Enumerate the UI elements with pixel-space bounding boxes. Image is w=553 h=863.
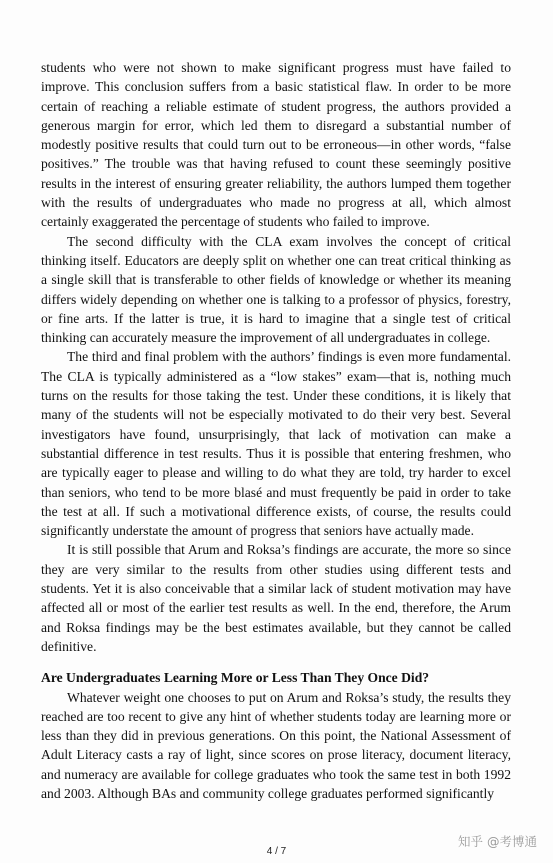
watermark-text: 知乎 @考博通	[458, 834, 537, 849]
body-paragraph-5: Whatever weight one chooses to put on Arum and Roksa’s study, the results they reached are too recent to give any hint of whether students today are learning more or less than they did in previous generations. On this point, the National Assessment of Adult Literacy casts a ray of light, since scores on prose literacy, document literacy, and numeracy are available for college graduates who took the same test in both 1992 and 2003. Although BAs and community college graduates performed significantly	[41, 689, 511, 801]
body-paragraph-2: The second difficulty with the CLA exam involves the concept of critical thinking itself. Educators are deeply split on whether one can treat critical thinking as a single skill that is transferable to other fields of knowledge or whether its meaning differs widely depending on whether one is talking to a professor of physics, forestry, or fine arts. If the latter is true, it is hard to imagine that a single test of critical thinking can accurately measure the improvement of all undergraduates in college.	[41, 233, 511, 346]
document-body	[41, 58, 511, 803]
body-paragraph-1: students who were not shown to make significant progress must have failed to improve. This conclusion suffers from a basic statistical flaw. In order to be more certain of reaching a reliable estimate of student progress, the authors provided a generous margin for error, which led them to disregard a substantial number of modestly positive results that could turn out to be erroneous—in other words, “false positives.” The trouble was that having refused to count these seemingly positive results in the interest of ensuring greater reliability, the authors lumped them together with the results of undergraduates who made no progress at all, which almost certainly exaggerated the percentage of students who failed to improve.	[41, 60, 511, 230]
body-paragraph-3: The third and final problem with the authors’ findings is even more fundamental. The CLA is typically administered as a “low stakes” exam—that is, nothing much turns on the results for those taking the test. Under these conditions, it is likely that many of the students will not be especially motivated to do their very best. Several investigators have found, unsurprisingly, that lack of motivation can make a substantial difference in test results. Thus it is possible that entering freshmen, who are typically eager to please and willing to do what they are told, try harder to excel than seniors, who tend to be more blasé and must frequently be paid in order to take the test at all. If such a motivational difference exists, of course, the results could significantly understate the amount of progress that seniors have actually made.	[41, 349, 511, 539]
body-paragraph-4: It is still possible that Arum and Roksa’s findings are accurate, the more so since they are very similar to the results from other studies using different tests and students. Yet it is also conceivable that a similar lack of student motivation may have affected all or most of the earlier test results as well. In the end, therefore, the Arum and Roksa findings may be the best estimates available, but they cannot be called definitive.	[41, 542, 511, 654]
page-number: 4 / 7	[266, 846, 287, 857]
section-heading: Are Undergraduates Learning More or Less Than They Once Did?	[41, 670, 430, 686]
